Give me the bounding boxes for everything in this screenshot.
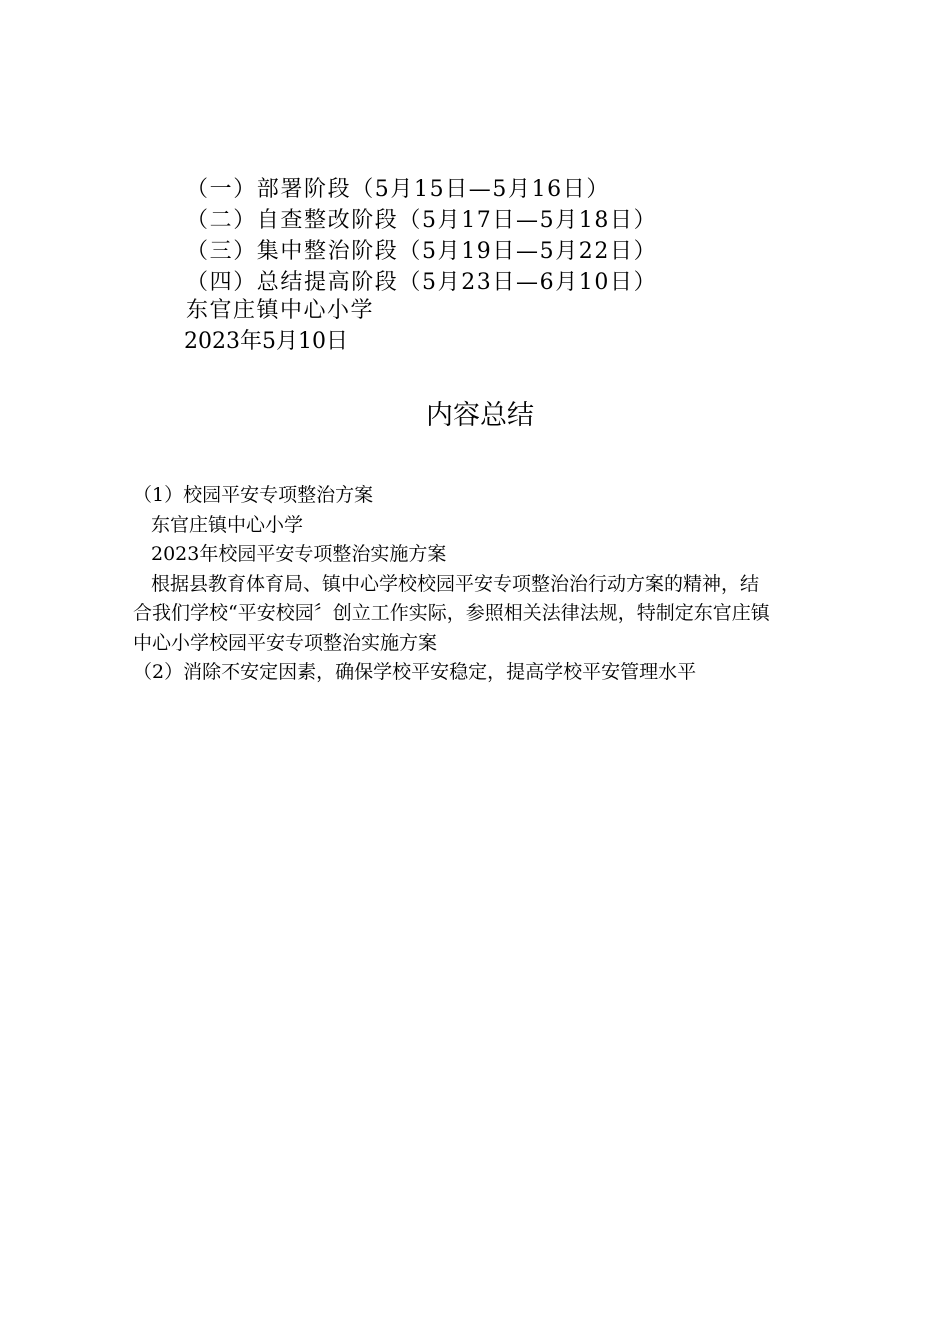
summary-line-1: （1）校园平安专项整治方案 xyxy=(133,484,374,506)
signature-organization: 东官庄镇中心小学 xyxy=(186,298,375,323)
summary-line-5: 合我们学校“平安校园〞创立工作实际，参照相关法律法规，特制定东官庄镇 xyxy=(133,602,770,624)
summary-title: 内容总结 xyxy=(426,400,534,431)
summary-line-2: 东官庄镇中心小学 xyxy=(151,513,304,536)
stage-list xyxy=(186,174,786,298)
summary-body xyxy=(133,481,833,688)
stage-item-self-check: （二）自查整改阶段（5月17日—5月18日） xyxy=(186,208,658,233)
signature-date: 2023年5月10日 xyxy=(184,329,348,354)
stage-item-concentrated-rectification: （三）集中整治阶段（5月19日—5月22日） xyxy=(186,239,658,264)
summary-line-3: 2023年校园平安专项整治实施方案 xyxy=(151,543,447,565)
summary-line-7: （2）消除不安定因素，确保学校平安稳定，提高学校平安管理水平 xyxy=(133,661,697,683)
summary-line-4: 根据县教育体育局、镇中心学校校园平安专项整治治行动方案的精神，结 xyxy=(151,572,760,595)
stage-item-deployment: （一）部署阶段（5月15日—5月16日） xyxy=(186,177,610,202)
summary-line-6: 中心小学校园平安专项整治实施方案 xyxy=(133,631,438,654)
stage-item-summary: （四）总结提高阶段（5月23日—6月10日） xyxy=(186,270,658,295)
